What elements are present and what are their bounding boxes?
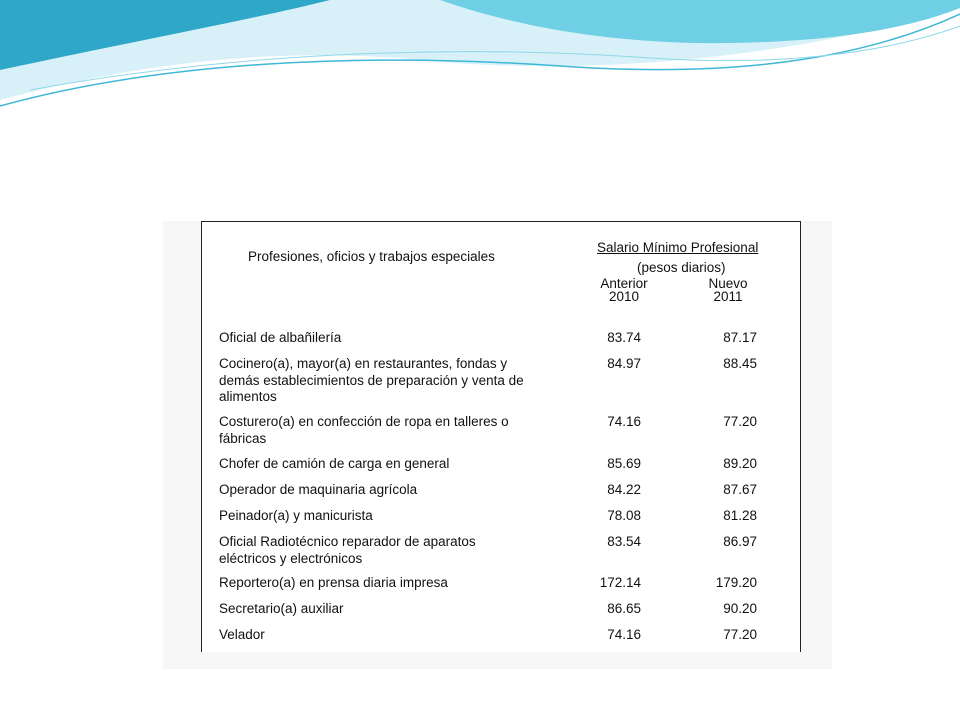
row-label: Costurero(a) en confección de ropa en talleres o <box>219 414 509 429</box>
column-header-previous-year: 2010 <box>608 289 640 304</box>
salary-2010-value: 172.14 <box>599 575 641 590</box>
salary-2010-value: 78.08 <box>607 508 641 523</box>
row-label: alimentos <box>219 389 277 404</box>
salary-2011-value: 87.67 <box>723 482 757 497</box>
column-header-new <box>696 277 760 303</box>
row-label: Velador <box>219 627 265 642</box>
column-header-previous-name: Anterior <box>600 276 648 291</box>
salary-2011-value: 86.97 <box>723 534 757 549</box>
salary-2011-value: 81.28 <box>723 508 757 523</box>
row-label: Secretario(a) auxiliar <box>219 601 344 616</box>
row-label: Oficial Radiotécnico reparador de aparatos <box>219 534 476 549</box>
salary-2011-value: 87.17 <box>723 330 757 345</box>
column-header-new-name: Nuevo <box>708 276 748 291</box>
salary-2011-value: 77.20 <box>723 414 757 429</box>
row-label: Operador de maquinaria agrícola <box>219 482 418 497</box>
column-header-previous <box>592 277 656 303</box>
row-label: Oficial de albañilería <box>219 330 342 345</box>
row-label: eléctricos y electrónicos <box>219 550 363 566</box>
salary-2010-value: 84.22 <box>607 482 641 497</box>
salary-2011-value: 89.20 <box>723 456 757 471</box>
salary-2010-value: 83.54 <box>607 534 641 549</box>
salary-2010-value: 83.74 <box>607 330 641 345</box>
salary-2010-value: 86.65 <box>607 601 641 616</box>
profession-column-header: Profesiones, oficios y trabajos especiales <box>248 249 495 264</box>
salary-2011-value: 77.20 <box>723 627 757 642</box>
row-label: Chofer de camión de carga en general <box>219 456 450 471</box>
salary-2010-value: 74.16 <box>607 414 641 429</box>
salary-2011-value: 90.20 <box>723 601 757 616</box>
salary-2011-value: 88.45 <box>723 356 757 371</box>
salary-2010-value: 84.97 <box>607 356 641 371</box>
salary-2011-value: 179.20 <box>715 575 757 590</box>
row-label: fábricas <box>219 430 267 446</box>
column-header-new-year: 2011 <box>713 289 743 304</box>
salary-2010-value: 74.16 <box>607 627 641 642</box>
salary-2010-value: 85.69 <box>607 456 641 471</box>
salary-column-title: Salario Mínimo Profesional <box>597 240 759 255</box>
row-label: Cocinero(a), mayor(a) en restaurantes, fondas y <box>219 356 508 371</box>
decorative-wave-header <box>0 0 960 120</box>
row-label: demás establecimientos de preparación y venta de <box>219 372 524 388</box>
salary-unit-label: (pesos diarios) <box>637 260 726 275</box>
row-label: Peinador(a) y manicurista <box>219 508 373 523</box>
row-label: Reportero(a) en prensa diaria impresa <box>219 575 448 590</box>
